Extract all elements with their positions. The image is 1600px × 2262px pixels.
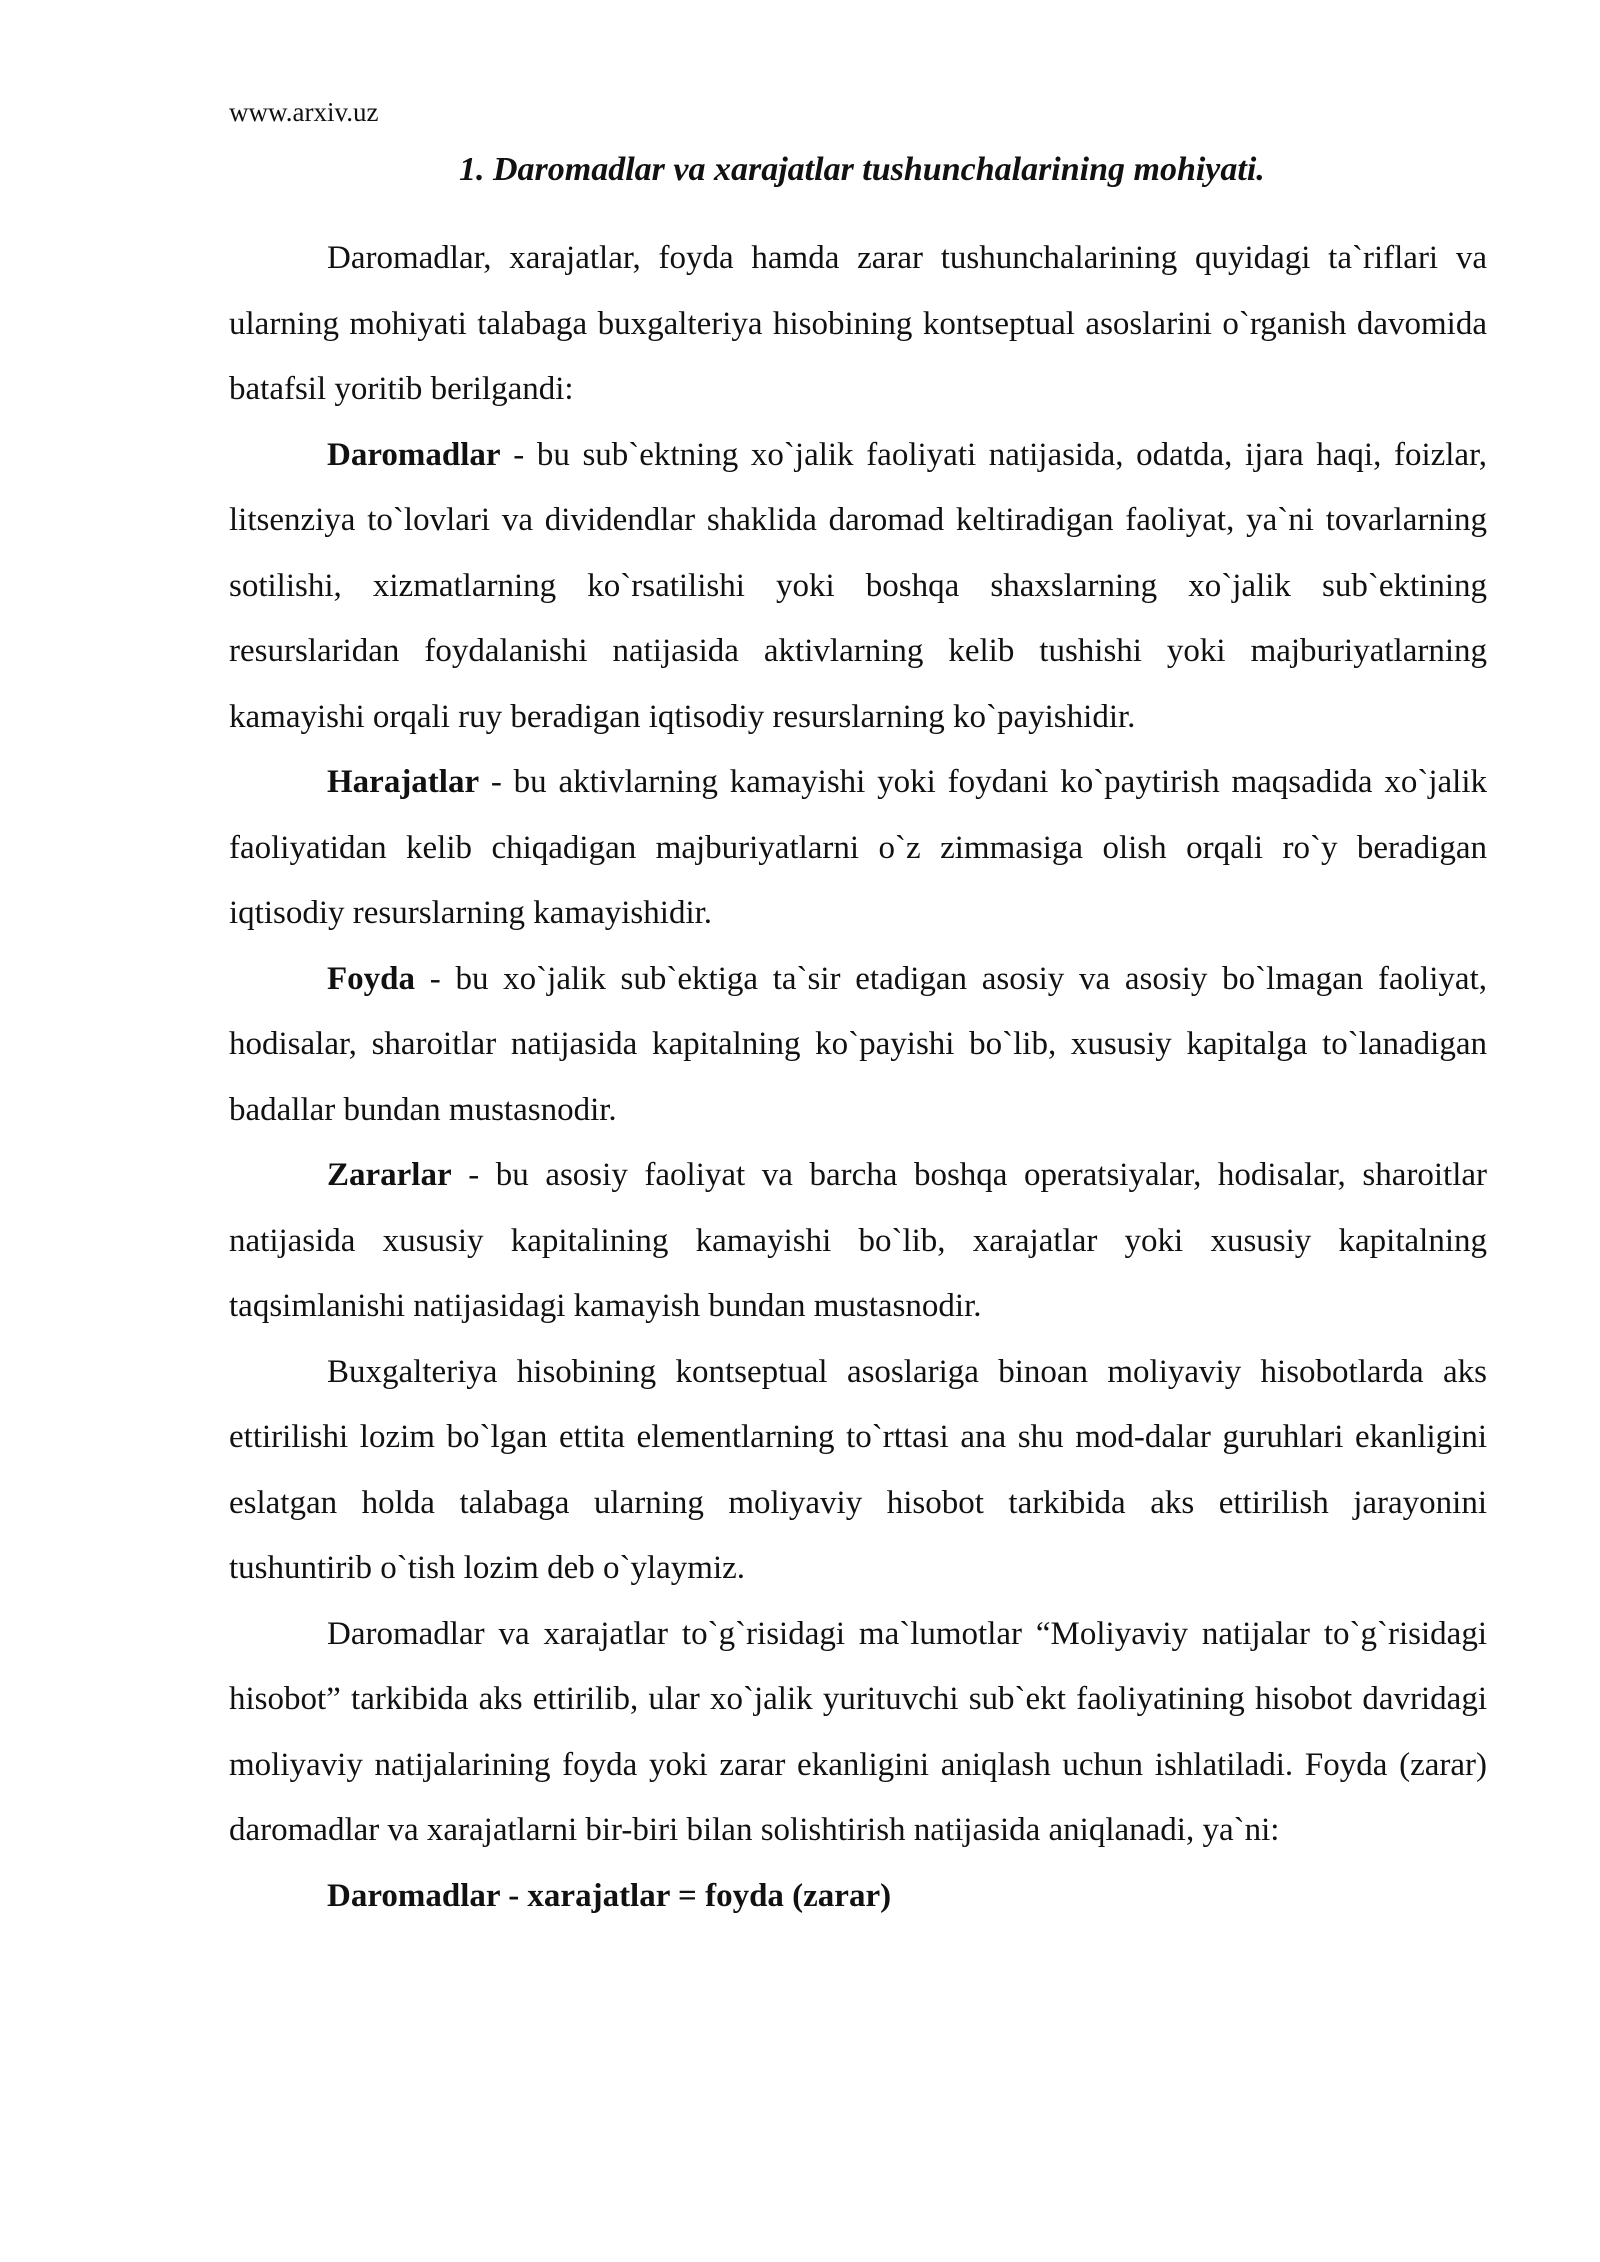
definition-text: - bu sub`ektning xo`jalik faoliyati natijasida, odatda, ijara haqi, foizlar, litsenziya to`lovlari va dividendlar shaklida daromad keltiradigan faoliyat, ya`ni tovarlarning sotilishi, xizmatlarning ko`rsatilishi yoki boshqa shaxslarning xo`jalik sub`ektining resurslaridan foydalanishi natijasida aktivlarning kelib tushishi yoki majburiyatlarning kamayishi orqali ruy beradigan iqtisodiy resurslarning ko`payishidir. [229,436,1487,735]
definition-text: - bu aktivlarning kamayishi yoki foydani ko`paytirish maqsadida xo`jalik faoliyatidan kelib chiqadigan majburiyatlarni o`z zimmasiga olish orqali ro`y beradigan iqtisodiy resurslarning kamayishidir. [229,764,1487,931]
document-body [229,226,1487,1929]
site-url: www.arxiv.uz [229,97,379,127]
section-title: 1. Daromadlar va xarajatlar tushunchalarining mohiyati. [459,151,1265,188]
definition-harajatlar [229,750,1487,947]
intro-paragraph: Daromadlar, xarajatlar, foyda hamda zarar tushunchalarining quyidagi ta`riflari va ularning mohiyati talabaga buxgalteriya hisobining kontseptual asoslarini o`rganish davomida batafsil yoritib berilgandi: [229,240,1487,407]
profit-formula: Daromadlar - xarajatlar = foyda (zarar) [327,1877,892,1914]
definition-term: Harajatlar [327,764,480,800]
definition-text: - bu asosiy faoliyat va barcha boshqa operatsiyalar, hodisalar, sharoitlar natijasida xususiy kapitalining kamayishi bo`lib, xarajatlar yoki xususiy kapitalning taqsimlanishi natijasidagi kamayish bundan mustasnodir. [229,1157,1487,1324]
definition-foyda [229,947,1487,1144]
definition-term: Foyda [327,960,416,997]
elements-paragraph: Buxgalteriya hisobining kontseptual asoslariga binoan moliyaviy hisobotlarda aks ettirilishi lozim bo`lgan ettita elementlarning to`rttasi ana shu mod-dalar guruhlari ekanligini eslatgan holda talabaga ularning moliyaviy hisobot tarkibida aks ettirilish jarayonini tushuntirib o`tish lozim deb o`ylaymiz. [229,1353,1487,1586]
definition-term: Daromadlar [327,436,501,473]
report-paragraph: Daromadlar va xarajatlar to`g`risidagi ma`lumotlar “Moliyaviy natijalar to`g`risidagi hisobot” tarkibida aks ettirilib, ular xo`jalik yurituvchi sub`ekt faoliyatining hisobot davridagi moliyaviy natijalarining foyda yoki zarar ekanligini aniqlash uchun ishlatiladi. Foyda (zarar) daromadlar va xarajatlarni bir-biri bilan solishtirish natijasida aniqlanadi, ya`ni: [229,1615,1487,1848]
definition-term: Zararlar [327,1157,452,1193]
definition-text: - bu xo`jalik sub`ektiga ta`sir etadigan asosiy va asosiy bo`lmagan faoliyat, hodisalar, sharoitlar natijasida kapitalning ko`payishi bo`lib, xususiy kapitalga to`lanadigan badallar bundan mustasnodir. [229,960,1487,1128]
definition-daromadlar [229,423,1487,751]
definition-zararlar [229,1143,1487,1340]
